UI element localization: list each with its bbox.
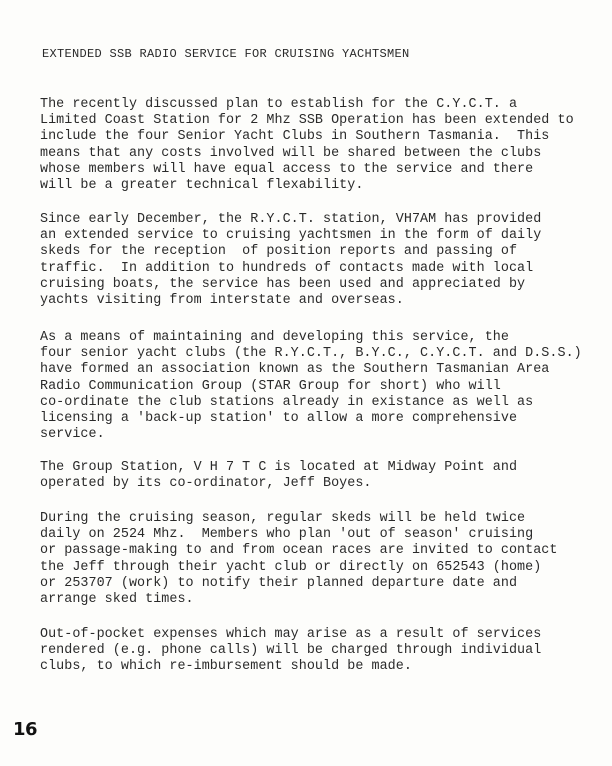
text-line: whose members will have equal access to the service and there <box>40 161 534 177</box>
text-line: means that any costs involved will be shared between the clubs <box>40 145 542 161</box>
text-line: As a means of maintaining and developing this service, the <box>40 330 509 345</box>
text-line: Limited Coast Station for 2 Mhz SSB Operation has been extended to <box>40 113 574 129</box>
paragraph-group-station <box>40 460 600 492</box>
text-line: The Group Station, V H 7 T C is located at Midway Point and <box>40 460 518 475</box>
text-line: licensing a 'back-up station' to allow a more comprehensive <box>40 411 518 427</box>
text-line: have formed an association known as the Southern Tasmanian Area <box>40 362 550 378</box>
text-line: or passage-making to and from ocean races are invited to contact <box>40 543 558 559</box>
text-line: rendered (e.g. phone calls) will be charged through individual <box>40 643 542 659</box>
text-line: yachts visiting from interstate and overseas. <box>40 293 404 309</box>
text-line: The recently discussed plan to establish for the C.Y.C.T. a <box>40 97 518 112</box>
text-line: skeds for the reception of position reports and passing of <box>40 244 518 260</box>
text-line: Since early December, the R.Y.C.T. station, VH7AM has provided <box>40 212 542 227</box>
text-line: daily on 2524 Mhz. Members who plan 'out of season' cruising <box>40 527 534 543</box>
text-line: include the four Senior Yacht Clubs in Southern Tasmania. This <box>40 129 550 145</box>
document-title: EXTENDED SSB RADIO SERVICE FOR CRUISING YACHTSMEN <box>42 47 410 61</box>
text-line: Out-of-pocket expenses which may arise as a result of services <box>40 627 542 642</box>
paragraph-coast-station-plan <box>40 97 600 194</box>
text-line: service. <box>40 427 105 443</box>
paragraph-sked-schedule <box>40 511 600 608</box>
text-line: traffic. In addition to hundreds of contacts made with local <box>40 260 534 276</box>
text-line: clubs, to which re-imbursement should be made. <box>40 659 412 675</box>
text-line: the Jeff through their yacht club or directly on 652543 (home) <box>40 559 542 575</box>
text-line: or 253707 (work) to notify their planned departure date and <box>40 575 518 591</box>
text-line: operated by its co-ordinator, Jeff Boyes. <box>40 476 372 492</box>
text-line: four senior yacht clubs (the R.Y.C.T., B.Y.C., C.Y.C.T. and D.S.S.) <box>40 346 582 362</box>
text-line: an extended service to cruising yachtsmen in the form of daily <box>40 228 542 244</box>
paragraph-star-group <box>40 330 600 443</box>
text-line: During the cruising season, regular skeds will be held twice <box>40 511 526 526</box>
text-line: will be a greater technical flexability. <box>40 178 364 194</box>
page-number: 16 <box>13 719 38 740</box>
text-line: arrange sked times. <box>40 592 194 608</box>
paragraph-ryct-service <box>40 212 600 309</box>
text-line: cruising boats, the service has been used and appreciated by <box>40 276 526 292</box>
text-line: Radio Communication Group (STAR Group for short) who will <box>40 378 501 394</box>
paragraph-expenses <box>40 627 600 676</box>
text-line: co-ordinate the club stations already in existance as well as <box>40 394 534 410</box>
